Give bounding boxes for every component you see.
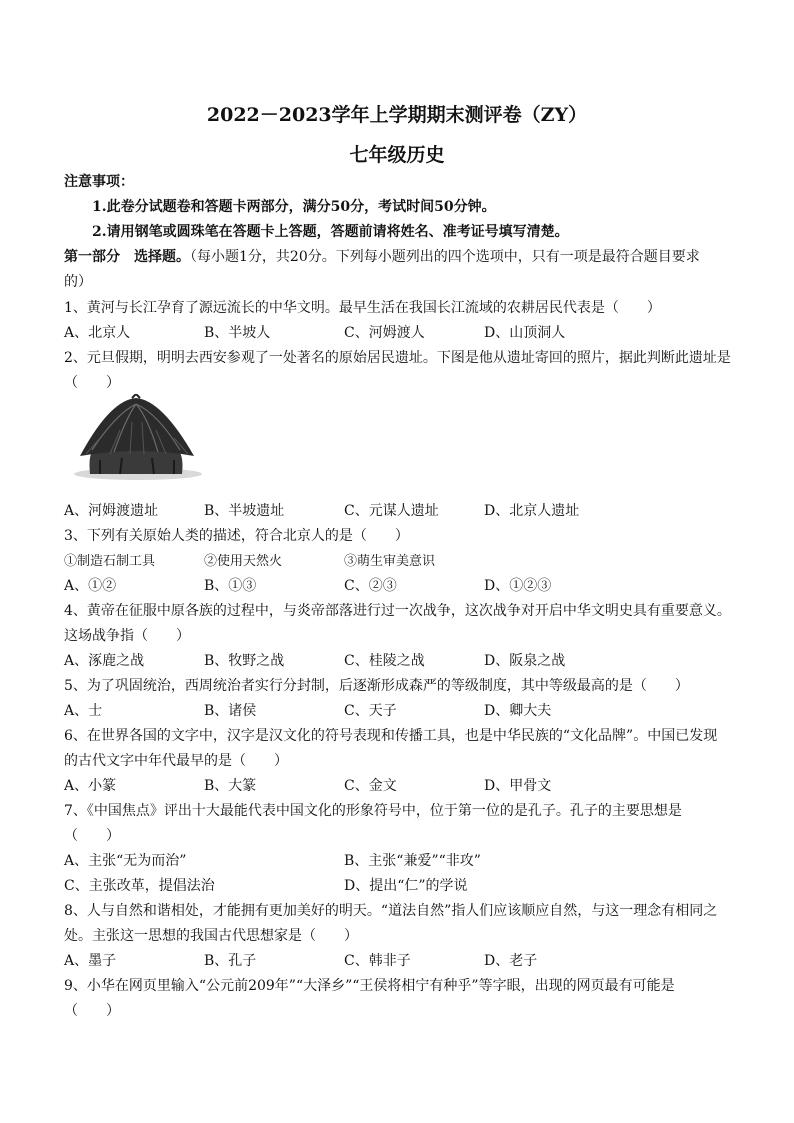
question-6-stem-cont: 的古代文字中年代最早的是（ ） — [64, 753, 288, 769]
q3-sub-item-2: ②使用天然火 — [204, 554, 283, 569]
q2-option-b: B、半坡遗址 — [204, 503, 285, 519]
question-4-stem: 4、黄帝在征服中原各族的过程中，与炎帝部落进行过一次战争，这次战争对开启中华文明史具有重要意义。 — [64, 603, 731, 619]
section-instruction-cont: 的） — [64, 274, 92, 290]
section-label: 第一部分 选择题。 — [64, 249, 190, 265]
q7-option-a: A、主张“无为而治” — [64, 853, 187, 869]
q3-option-d: D、①②③ — [484, 578, 552, 594]
thatched-hut-photo — [70, 394, 202, 484]
q6-option-b: B、大篆 — [204, 778, 257, 794]
q3-option-c: C、②③ — [344, 578, 397, 594]
q1-option-b: B、半坡人 — [204, 325, 271, 341]
q2-option-d: D、北京人遗址 — [484, 503, 580, 519]
q8-option-a: A、墨子 — [64, 953, 117, 969]
section-instruction: （每小题1分，共20分。下列每小题列出的四个选项中，只有一项是最符合题目要求 — [190, 249, 700, 265]
question-8-stem: 8、人与自然和谐相处，才能拥有更加美好的明天。“道法自然”指人们应该顺应自然，与这一理念有相同之 — [64, 903, 718, 919]
q7-option-d: D、提出“仁”的学说 — [344, 878, 468, 894]
q8-option-b: B、孔子 — [204, 953, 257, 969]
q3-sub-item-3: ③萌生审美意识 — [344, 554, 436, 569]
notes-heading: 注意事项： — [64, 174, 134, 190]
q5-option-a: A、士 — [64, 703, 103, 719]
q1-option-c: C、河姆渡人 — [344, 325, 425, 341]
question-3-stem: 3、下列有关原始人类的描述，符合北京人的是（ ） — [64, 528, 409, 544]
question-5-stem: 5、为了巩固统治，西周统治者实行分封制，后逐渐形成森严的等级制度，其中等级最高的是（ ） — [64, 678, 689, 694]
question-8-stem-cont: 处。主张这一思想的我国古代思想家是（ ） — [64, 928, 358, 944]
question-1-stem: 1、黄河与长江孕育了源远流长的中华文明。最早生活在我国长江流域的农耕居民代表是（ ） — [64, 300, 661, 316]
question-7-stem-cont: （ ） — [64, 828, 120, 844]
question-7-stem: 7、《中国焦点》评出十大最能代表中国文化的形象符号中，位于第一位的是孔子。孔子的主要思想是 — [64, 803, 682, 819]
q8-option-d: D、老子 — [484, 953, 538, 969]
q5-option-b: B、诸侯 — [204, 703, 257, 719]
question-2-stem-cont: （ ） — [64, 375, 120, 391]
q4-option-d: D、阪泉之战 — [484, 653, 566, 669]
q6-option-a: A、小篆 — [64, 778, 117, 794]
q3-sub-item-1: ①制造石制工具 — [64, 554, 156, 569]
q2-option-c: C、元谋人遗址 — [344, 503, 439, 519]
question-9-stem: 9、小华在网页里输入“公元前209年”“大泽乡”“王侯将相宁有种乎”等字眼，出现的网页最有可能是 — [64, 978, 675, 994]
q3-option-a: A、①② — [64, 578, 117, 594]
q4-option-a: A、涿鹿之战 — [64, 653, 145, 669]
question-9-stem-cont: （ ） — [64, 1003, 120, 1019]
q4-option-c: C、桂陵之战 — [344, 653, 425, 669]
q2-option-a: A、河姆渡遗址 — [64, 503, 159, 519]
q5-option-d: D、卿大夫 — [484, 703, 552, 719]
q7-option-b: B、主张“兼爱”“非攻” — [344, 853, 481, 869]
q1-option-a: A、北京人 — [64, 325, 131, 341]
q4-option-b: B、牧野之战 — [204, 653, 285, 669]
exam-subtitle: 七年级历史 — [349, 144, 445, 166]
q6-option-c: C、金文 — [344, 778, 397, 794]
q3-option-b: B、①③ — [204, 578, 257, 594]
question-6-stem: 6、在世界各国的文字中，汉字是汉文化的符号表现和传播工具，也是中华民族的“文化品牌”。中国已发现 — [64, 728, 718, 744]
q1-option-d: D、山顶洞人 — [484, 325, 566, 341]
question-4-stem-cont: 这场战争指（ ） — [64, 628, 190, 644]
q6-option-d: D、甲骨文 — [484, 778, 552, 794]
section-header — [64, 245, 734, 270]
note-item-2: 2.请用钢笔或圆珠笔在答题卡上答题，答题前请将姓名、准考证号填写清楚。 — [92, 224, 569, 240]
exam-title: 2022－2023学年上学期期末测评卷（ZY） — [206, 104, 588, 126]
q5-option-c: C、天子 — [344, 703, 397, 719]
q7-option-c: C、主张改革，提倡法治 — [64, 878, 215, 894]
q8-option-c: C、韩非子 — [344, 953, 411, 969]
question-2-stem: 2、元旦假期，明明去西安参观了一处著名的原始居民遗址。下图是他从遗址寄回的照片，据此判断此遗址是 — [64, 350, 731, 366]
note-item-1: 1.此卷分试题卷和答题卡两部分，满分50分，考试时间50分钟。 — [92, 199, 496, 215]
